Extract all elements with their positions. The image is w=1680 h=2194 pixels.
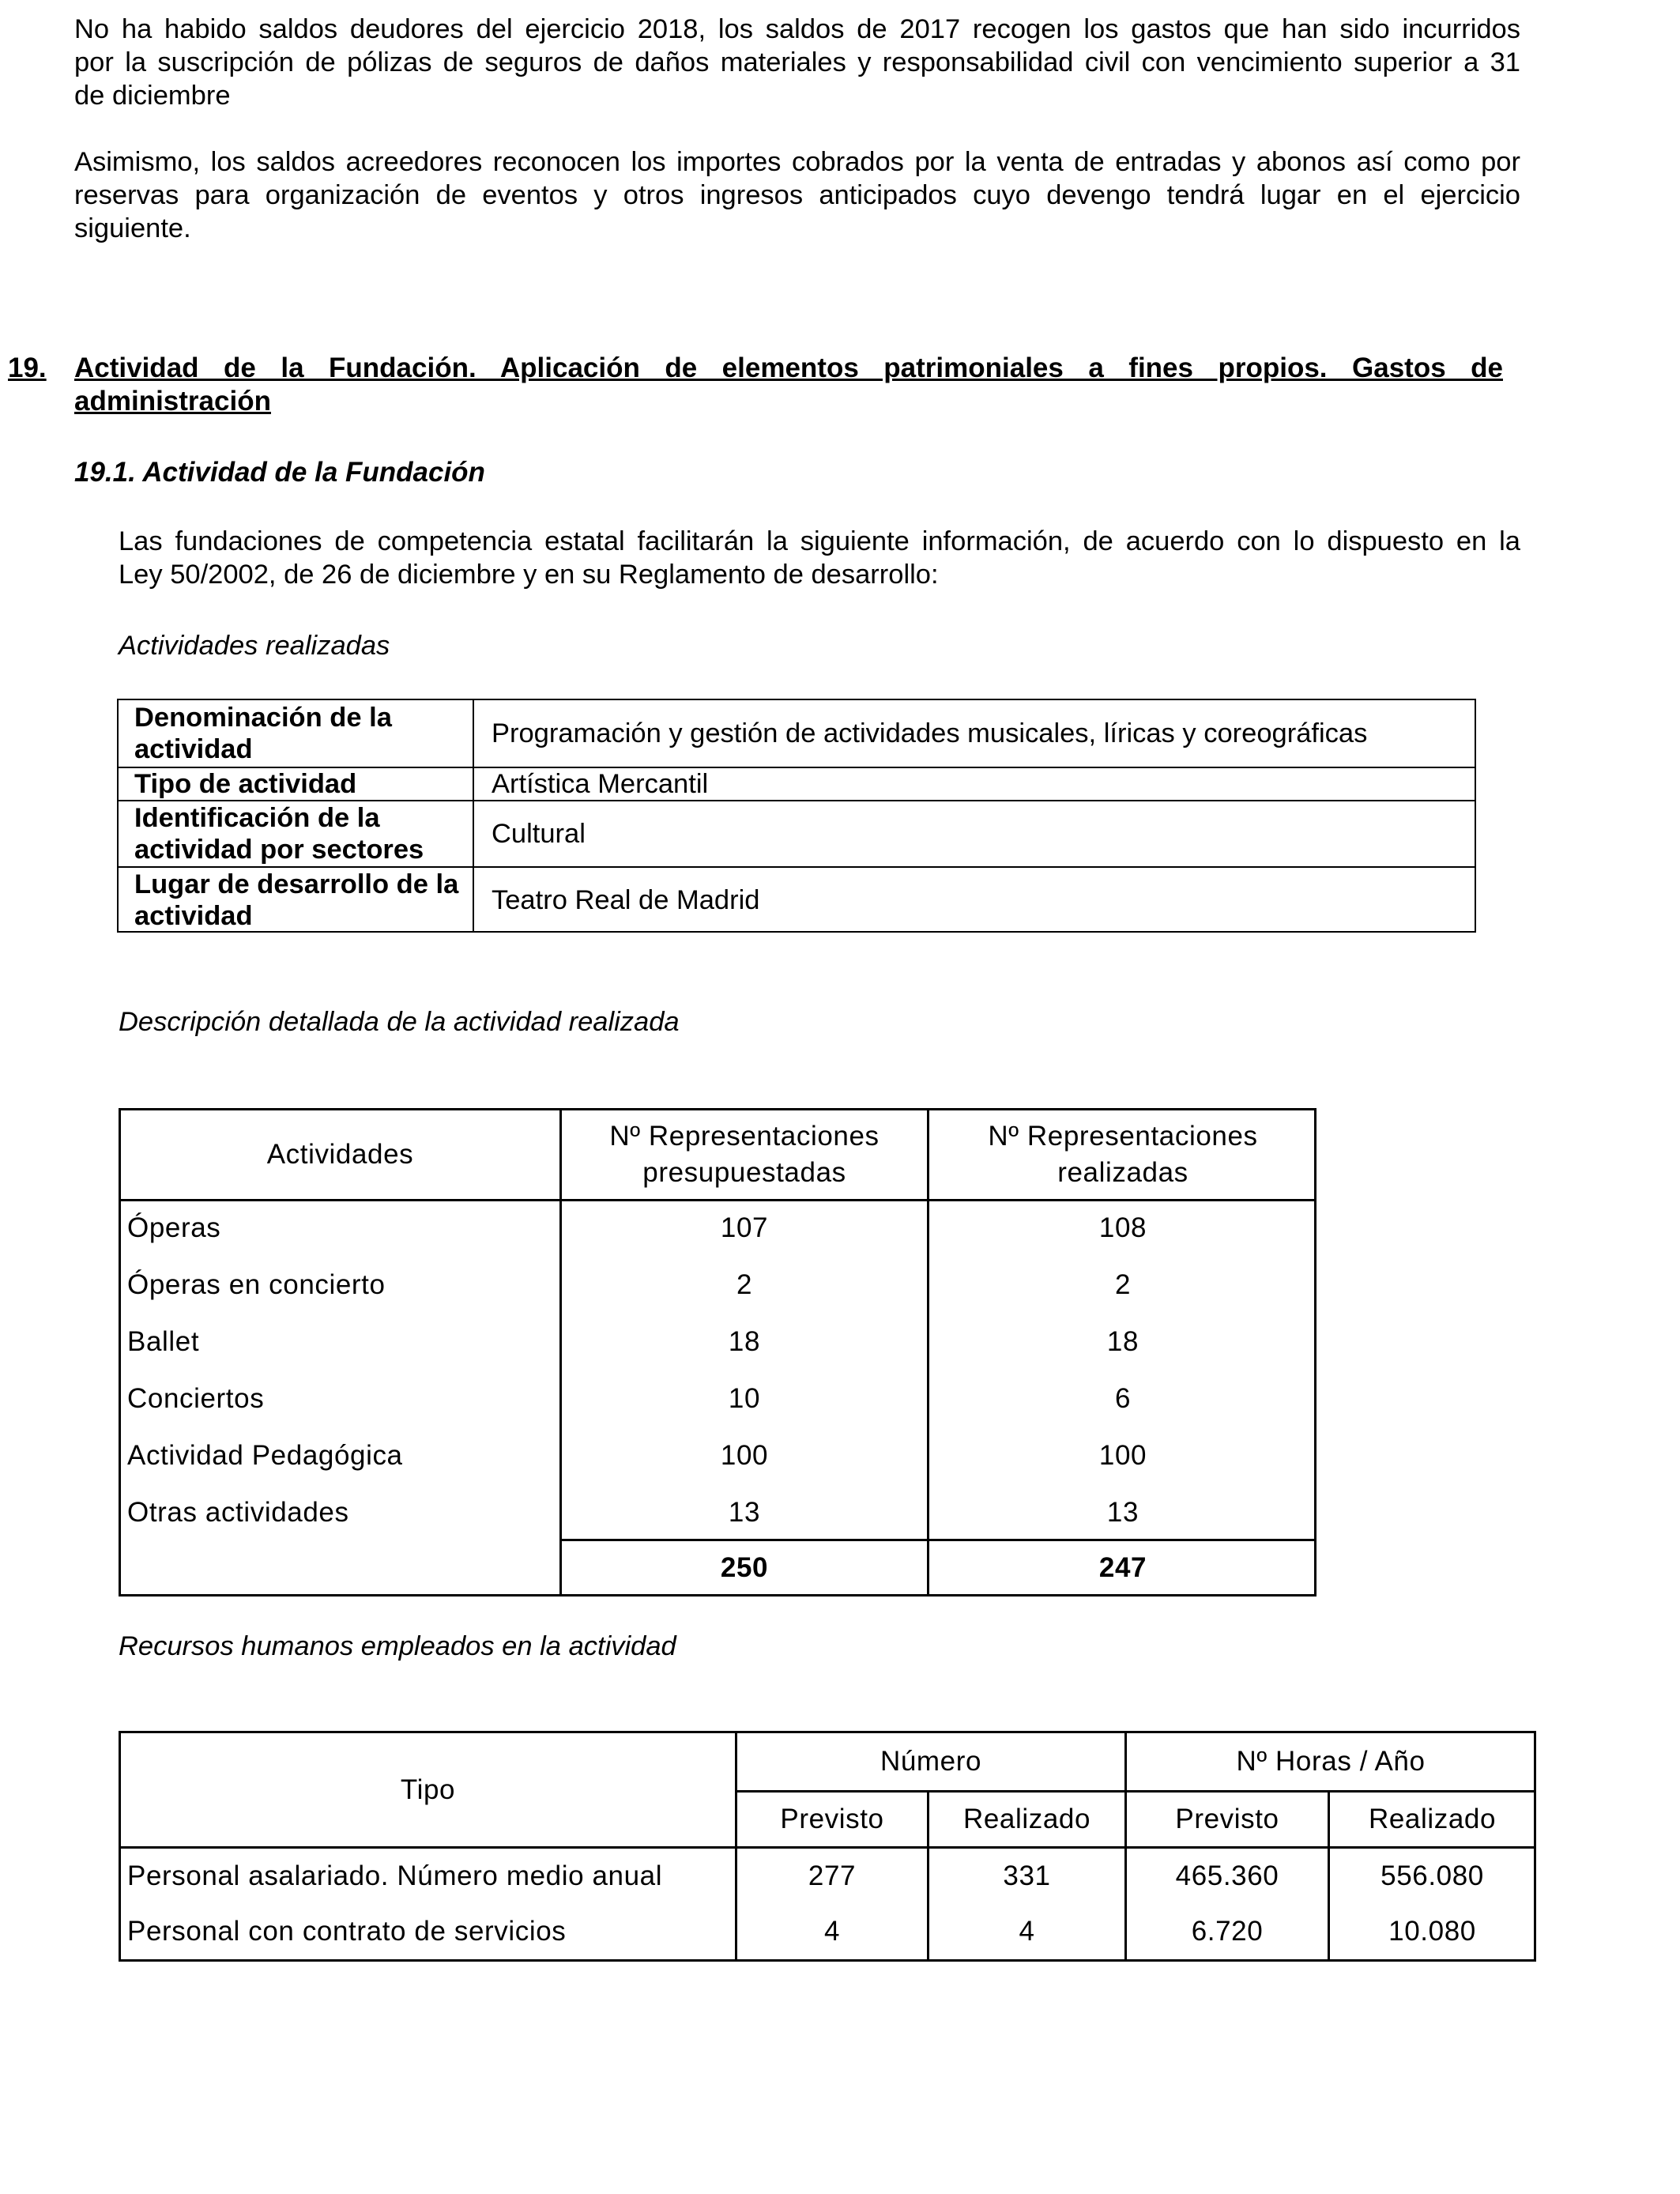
activity-performed: 6 [1114,1383,1132,1414]
subsection-title: 19.1. Actividad de la Fundación [74,457,485,488]
activity-performed: 100 [1098,1440,1147,1471]
text-line: siguiente. [74,213,191,243]
text-line: reservas para organización de eventos y otros ingresos anticipados cuyo devengo tendrá lugar en el ejercicio [74,180,1520,210]
hr-type: Personal asalariado. Número medio anual [127,1860,663,1891]
text-line: Las fundaciones de competencia estatal facilitarán la siguiente información, de acuerdo con lo dispuesto en la [119,526,1520,556]
text-line: por la suscripción de pólizas de seguros de daños materiales y responsabilidad civil con vencimiento superior a 31 [74,47,1520,77]
row-label: Denominación de la actividad [119,700,474,767]
activity-name: Conciertos [127,1383,265,1414]
activity-name: Actividad Pedagógica [127,1440,403,1471]
header-number-planned: Previsto [780,1804,884,1834]
intro-paragraph-1 [74,13,1520,112]
label-activities: Actividades realizadas [119,631,390,661]
section-number: 19. [8,352,47,383]
section-body [119,525,1520,591]
table-row [119,801,1475,868]
header-performed: Nº Representaciones realizadas [988,1121,1258,1188]
activity-budgeted: 2 [736,1269,753,1300]
row-value: Programación y gestión de actividades musicales, líricas y coreográficas [492,718,1368,748]
activity-table [117,699,1476,933]
total-performed: 247 [1098,1551,1147,1583]
header-activities: Actividades [266,1139,414,1170]
activity-performed: 108 [1098,1212,1147,1243]
row-value: Cultural [492,819,586,849]
total-budgeted: 250 [720,1551,769,1583]
row-label: Lugar de desarrollo de la actividad [119,868,474,933]
section-title-line-2: administración [74,386,271,417]
row-value: Teatro Real de Madrid [492,885,760,915]
activity-budgeted: 100 [720,1440,769,1471]
table-row [119,768,1475,801]
activity-budgeted: 13 [728,1497,761,1528]
activity-name: Óperas en concierto [127,1269,386,1300]
label-resources: Recursos humanos empleados en la actividad [119,1631,676,1661]
hr-hours-actual: 556.080 [1381,1860,1484,1891]
table-row [119,700,1475,768]
activity-performed: 2 [1114,1269,1132,1300]
header-type: Tipo [400,1774,456,1805]
header-hours-planned: Previsto [1175,1804,1279,1834]
header-divider [121,1199,1314,1201]
activity-performed: 18 [1106,1326,1139,1357]
hr-hours-actual: 10.080 [1388,1916,1476,1947]
header-number-actual: Realizado [962,1804,1091,1834]
activity-performed: 13 [1106,1497,1139,1528]
hr-table [119,1731,1536,1962]
row-label: Identificación de la actividad por sectores [119,801,474,866]
hr-hours-planned: 6.720 [1191,1916,1264,1947]
header-hours: Nº Horas / Año [1236,1746,1426,1777]
text-line: No ha habido saldos deudores del ejercicio 2018, los saldos de 2017 recogen los gastos que han sido incurridos [74,14,1520,44]
row-label: Tipo de actividad [119,768,474,800]
section-title-line-1: Actividad de la Fundación. Aplicación de elementos patrimoniales a fines propios. Gastos de [74,352,1503,383]
hr-type: Personal con contrato de servicios [127,1916,567,1947]
activity-budgeted: 10 [728,1383,761,1414]
hr-num-actual: 4 [1019,1916,1035,1947]
header-hours-actual: Realizado [1368,1804,1497,1834]
hr-hours-planned: 465.360 [1175,1860,1279,1891]
intro-paragraph-2 [74,145,1520,245]
header-budgeted: Nº Representaciones presupuestadas [609,1121,880,1188]
activity-name: Otras actividades [127,1497,349,1528]
hr-num-actual: 331 [1003,1860,1051,1891]
header-number: Número [880,1746,982,1777]
text-line: de diciembre [74,81,231,111]
table-row [119,868,1475,933]
text-line: Ley 50/2002, de 26 de diciembre y en su Reglamento de desarrollo: [119,560,939,590]
activity-budgeted: 107 [720,1212,769,1243]
label-description: Descripción detallada de la actividad realizada [119,1007,680,1037]
row-value: Artística Mercantil [492,769,709,799]
hr-num-planned: 277 [808,1860,857,1891]
text-line: Asimismo, los saldos acreedores reconocen los importes cobrados por la venta de entradas y abonos así como por [74,147,1520,177]
hr-num-planned: 4 [823,1916,841,1947]
representations-table [119,1108,1317,1596]
activity-budgeted: 18 [728,1326,761,1357]
activity-name: Ballet [127,1326,200,1357]
activity-name: Óperas [127,1212,221,1243]
